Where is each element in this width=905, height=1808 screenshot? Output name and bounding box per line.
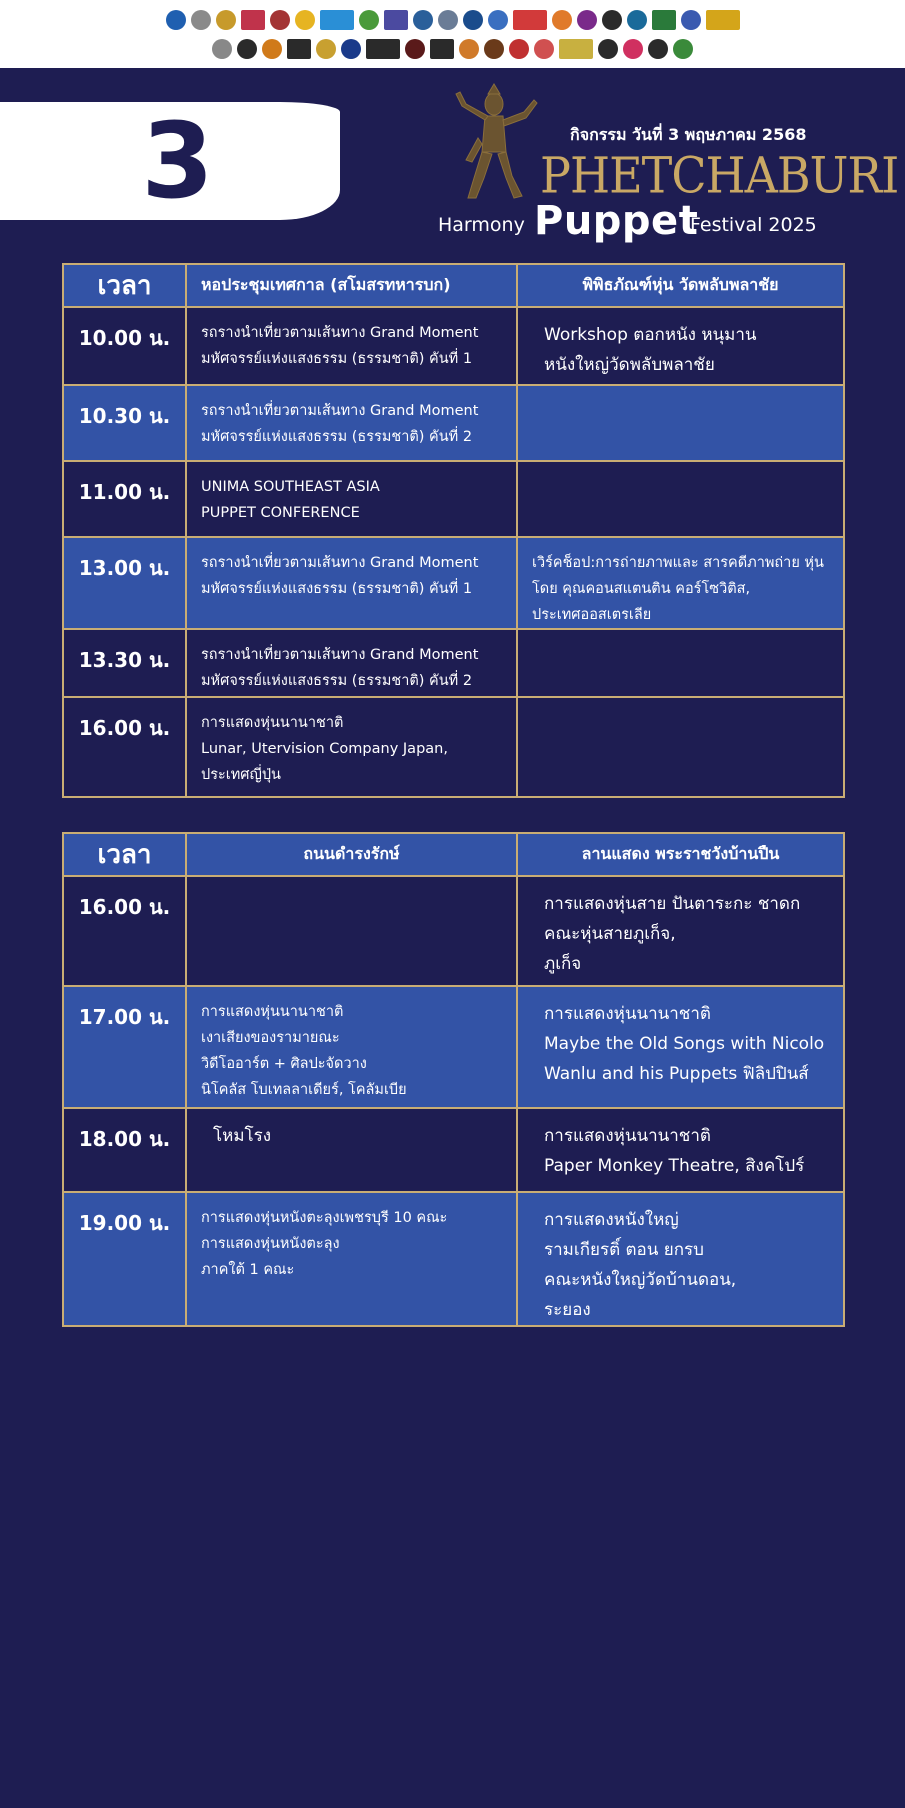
activity-text-line: มหัศจรรย์แห่งแสงธรรม (ธรรมชาติ) คันที่ 1 [201, 581, 473, 597]
schedule-row [63, 697, 844, 797]
activity-text-line: Maybe the Old Songs with Nicolo [544, 1034, 825, 1054]
sponsor-logo-icon [237, 39, 257, 59]
sponsor-logo-icon [648, 39, 668, 59]
sponsor-logo-icon [534, 39, 554, 59]
schedule-row [63, 307, 844, 385]
sponsor-logo-icon [577, 10, 597, 30]
festival-puppet-text: Puppet [534, 198, 699, 244]
activity-text-line: Lunar, Utervision Company Japan, [201, 741, 448, 757]
sponsor-logo-icon [598, 39, 618, 59]
activity-text-line: Wanlu and his Puppets ฟิลิปปินส์ [544, 1064, 809, 1084]
activity-cell [186, 307, 517, 385]
time-cell: 13.00 น. [63, 537, 186, 629]
sponsor-logo-icon [366, 39, 400, 59]
activity-text-line: คณะหนังใหญ่วัดบ้านดอน, [544, 1270, 737, 1290]
activity-cell [186, 537, 517, 629]
schedule-row [63, 1192, 844, 1326]
activity-text-line: วิดีโออาร์ต + ศิลปะจัดวาง [201, 1056, 367, 1072]
activity-cell [517, 876, 844, 986]
sponsor-logo-icon [413, 10, 433, 30]
activity-cell [517, 629, 844, 697]
schedule-row [63, 1108, 844, 1192]
activity-text-line: การแสดงหุ่นนานาชาติ [201, 1004, 344, 1020]
sponsor-logo-icon [488, 10, 508, 30]
sponsor-logo-icon [652, 10, 676, 30]
activity-text-line: โดย คุณคอนสแตนติน คอร์โซวิติส, [532, 581, 751, 597]
activity-text-line: การแสดงหุ่นนานาชาติ [544, 1126, 711, 1146]
activity-cell [186, 876, 517, 986]
activity-text-line: ภูเก็จ [544, 954, 582, 974]
sponsor-logo-icon [212, 39, 232, 59]
sponsor-logo-icon [287, 39, 311, 59]
venue-column-header: พิพิธภัณฑ์หุ่น วัดพลับพลาชัย [517, 264, 844, 307]
sponsor-logo-icon [241, 10, 265, 30]
activity-text-line: โหมโรง [213, 1126, 272, 1146]
activity-text-line: คณะหุ่นสายภูเก็จ, [544, 924, 676, 944]
schedule-row [63, 537, 844, 629]
activity-cell [186, 1192, 517, 1326]
activity-cell [186, 629, 517, 697]
activity-text-line: มหัศจรรย์แห่งแสงธรรม (ธรรมชาติ) คันที่ 2 [201, 429, 473, 445]
sponsor-logo-icon [295, 10, 315, 30]
activity-text-line: มหัศจรรย์แห่งแสงธรรม (ธรรมชาติ) คันที่ 2 [201, 673, 473, 689]
activity-cell [186, 1108, 517, 1192]
day-number-tab [0, 102, 340, 220]
sponsor-logo-icon [216, 10, 236, 30]
shadow-puppet-icon [448, 82, 540, 202]
sponsor-logo-icon [459, 39, 479, 59]
activity-text-line: รถรางนำเที่ยวตามเส้นทาง Grand Moment [201, 647, 479, 663]
sponsor-logo-icon [484, 39, 504, 59]
activity-text-line: รถรางนำเที่ยวตามเส้นทาง Grand Moment [201, 555, 479, 571]
venue-column-header: ลานแสดง พระราชวังบ้านปืน [517, 833, 844, 876]
activity-text-line: รถรางนำเที่ยวตามเส้นทาง Grand Moment [201, 403, 479, 419]
activity-text-line: รถรางนำเที่ยวตามเส้นทาง Grand Moment [201, 325, 479, 341]
sponsor-logo-icon [627, 10, 647, 30]
sponsor-logo-icon [384, 10, 408, 30]
sponsor-logo-icon [430, 39, 454, 59]
activity-cell [517, 307, 844, 385]
sponsor-logo-icon [438, 10, 458, 30]
activity-text-line: หนังใหญ่วัดพลับพลาชัย [544, 355, 715, 375]
schedule-table-1 [62, 263, 845, 798]
activity-cell [517, 1108, 844, 1192]
sponsor-logo-icon [513, 10, 547, 30]
activity-text-line: เงาเสียงของรามายณะ [201, 1030, 340, 1046]
activity-cell [186, 461, 517, 537]
schedule-row [63, 385, 844, 461]
activity-cell [186, 697, 517, 797]
sponsor-logo-icon [316, 39, 336, 59]
activity-text-line: การแสดงหุ่นสาย ปันตาระกะ ชาดก [544, 894, 801, 914]
activity-cell [517, 697, 844, 797]
activity-cell [517, 461, 844, 537]
activity-text-line: การแสดงหุ่นหนังตะลุงเพชรบุรี 10 คณะ [201, 1210, 448, 1226]
festival-harmony-text: Harmony [438, 214, 525, 236]
time-cell: 19.00 น. [63, 1192, 186, 1326]
activity-text-line: มหัศจรรย์แห่งแสงธรรม (ธรรมชาติ) คันที่ 1 [201, 351, 473, 367]
activity-text-line: PUPPET CONFERENCE [201, 505, 360, 521]
event-date: กิจกรรม วันที่ 3 พฤษภาคม 2568 [570, 125, 807, 144]
activity-text-line: รามเกียรติ์ ตอน ยกรบ [544, 1240, 704, 1260]
sponsor-logo-icon [559, 39, 593, 59]
sponsor-logo-icon [463, 10, 483, 30]
activity-text-line: นิโคลัส โบเทลลาเดียร์, โคลัมเบีย [201, 1082, 407, 1098]
activity-text-line: UNIMA SOUTHEAST ASIA [201, 479, 380, 495]
festival-city-title: PHETCHABURI [540, 145, 899, 205]
time-cell: 10.00 น. [63, 307, 186, 385]
festival-year-text: Festival 2025 [690, 214, 817, 236]
activity-text-line: ระยอง [544, 1300, 591, 1320]
sponsor-logo-icon [262, 39, 282, 59]
sponsor-logo-icon [166, 10, 186, 30]
time-cell: 13.30 น. [63, 629, 186, 697]
schedule-row [63, 461, 844, 537]
activity-text-line: การแสดงหุ่นนานาชาติ [201, 715, 344, 731]
time-cell: 10.30 น. [63, 385, 186, 461]
time-cell: 16.00 น. [63, 876, 186, 986]
schedule-row [63, 629, 844, 697]
sponsor-logo-bar [0, 0, 905, 68]
activity-text-line: Workshop ตอกหนัง หนุมาน [544, 325, 757, 345]
sponsor-logo-icon [552, 10, 572, 30]
activity-cell [517, 385, 844, 461]
activity-cell [186, 986, 517, 1108]
activity-text-line: ประเทศออสเตรเลีย [532, 607, 652, 623]
activity-text-line: Paper Monkey Theatre, สิงคโปร์ [544, 1156, 805, 1176]
activity-text-line: ภาคใต้ 1 คณะ [201, 1262, 295, 1278]
activity-cell [517, 1192, 844, 1326]
time-cell: 11.00 น. [63, 461, 186, 537]
sponsor-logos-row-1 [0, 10, 905, 30]
sponsor-logo-icon [191, 10, 211, 30]
sponsor-logo-icon [602, 10, 622, 30]
sponsor-logo-icon [509, 39, 529, 59]
sponsor-logo-icon [706, 10, 740, 30]
sponsor-logo-icon [320, 10, 354, 30]
time-cell: 18.00 น. [63, 1108, 186, 1192]
sponsor-logos-row-2 [0, 39, 905, 59]
sponsor-logo-icon [341, 39, 361, 59]
time-column-header: เวลา [63, 833, 186, 876]
day-number: 3 [141, 100, 214, 222]
schedule-row [63, 876, 844, 986]
activity-cell [186, 385, 517, 461]
venue-column-header: ถนนดำรงรักษ์ [186, 833, 517, 876]
time-column-header: เวลา [63, 264, 186, 307]
activity-text-line: เวิร์คช็อป:การถ่ายภาพและ สารคดีภาพถ่าย หุ่น [532, 555, 824, 571]
activity-text-line: การแสดงหุ่นหนังตะลุง [201, 1236, 340, 1252]
schedule-row [63, 986, 844, 1108]
activity-cell [517, 986, 844, 1108]
time-cell: 17.00 น. [63, 986, 186, 1108]
schedule-table-2 [62, 832, 845, 1327]
sponsor-logo-icon [681, 10, 701, 30]
sponsor-logo-icon [673, 39, 693, 59]
sponsor-logo-icon [359, 10, 379, 30]
activity-cell [517, 537, 844, 629]
activity-text-line: ประเทศญี่ปุ่น [201, 767, 281, 783]
sponsor-logo-icon [623, 39, 643, 59]
venue-column-header: หอประชุมเทศกาล (สโมสรทหารบก) [186, 264, 517, 307]
sponsor-logo-icon [270, 10, 290, 30]
time-cell: 16.00 น. [63, 697, 186, 797]
activity-text-line: การแสดงหุ่นนานาชาติ [544, 1004, 711, 1024]
sponsor-logo-icon [405, 39, 425, 59]
activity-text-line: การแสดงหนังใหญ่ [544, 1210, 679, 1230]
